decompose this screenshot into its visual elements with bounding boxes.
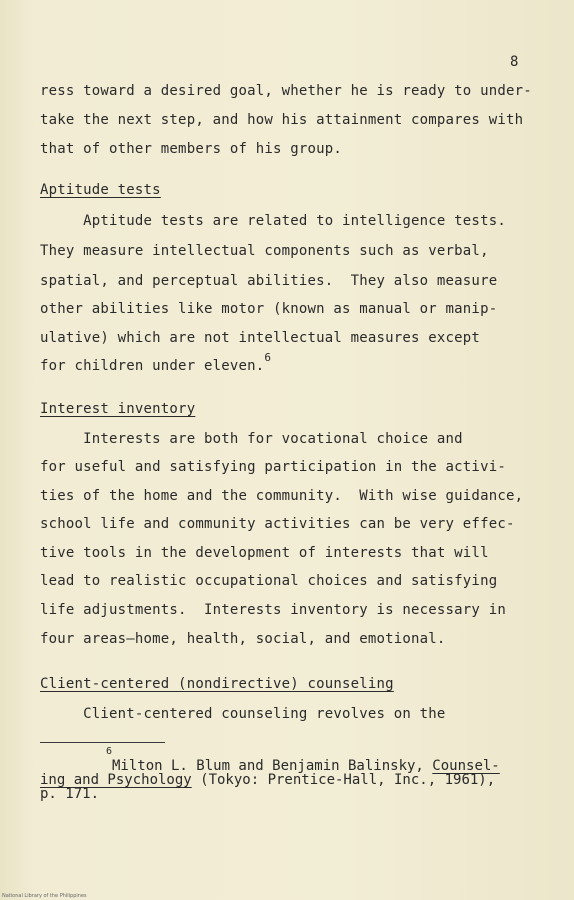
body-line: Client-centered counseling revolves on the <box>40 706 446 722</box>
body-line: tive tools in the development of interests that will <box>40 545 489 561</box>
footnote-line: p. 171. <box>40 786 100 802</box>
body-line: ties of the home and the community. With wise guidance, <box>40 488 524 504</box>
footnote-reference: 6 <box>264 351 272 364</box>
body-line: Interests are both for vocational choice and <box>40 431 463 447</box>
body-line: that of other members of his group. <box>40 141 343 157</box>
footnote-text: Milton L. Blum and Benjamin Balinsky, <box>112 758 433 774</box>
body-line: Aptitude tests are related to intelligence tests. <box>40 213 506 229</box>
body-line: school life and community activities can be very effec- <box>40 516 515 532</box>
section-heading-client-centered: Client-centered (nondirective) counseling <box>40 676 394 692</box>
body-line: other abilities like motor (known as manual or manip- <box>40 301 498 317</box>
footnote-title: Counsel- <box>432 758 500 774</box>
section-heading-interest: Interest inventory <box>40 401 196 417</box>
section-heading-aptitude: Aptitude tests <box>40 182 161 198</box>
archive-footer: National Library of the Philippines <box>2 893 87 899</box>
footnote-separator <box>40 742 165 743</box>
body-line: for useful and satisfying participation in the activi- <box>40 459 506 475</box>
body-line: spatial, and perceptual abilities. They also measure <box>40 273 498 289</box>
page-number: 8 <box>510 54 519 70</box>
body-line: They measure intellectual components such as verbal, <box>40 243 489 259</box>
body-line: life adjustments. Interests inventory is necessary in <box>40 602 506 618</box>
footnote-title: ing and Psychology <box>40 772 192 788</box>
body-line: ress toward a desired goal, whether he is ready to under- <box>40 83 532 99</box>
body-line: ulative) which are not intellectual measures except <box>40 330 481 346</box>
body-line: four areas—home, health, social, and emotional. <box>40 631 446 647</box>
body-line <box>40 351 272 374</box>
footnote-text: (Tokyo: Prentice-Hall, Inc., 1961), <box>191 772 496 788</box>
body-text: for children under eleven. <box>40 358 265 374</box>
body-line: lead to realistic occupational choices and satisfying <box>40 573 498 589</box>
body-line: take the next step, and how his attainment compares with <box>40 112 524 128</box>
footnote-mark: 6 <box>106 746 113 757</box>
footnote-line <box>40 772 495 788</box>
